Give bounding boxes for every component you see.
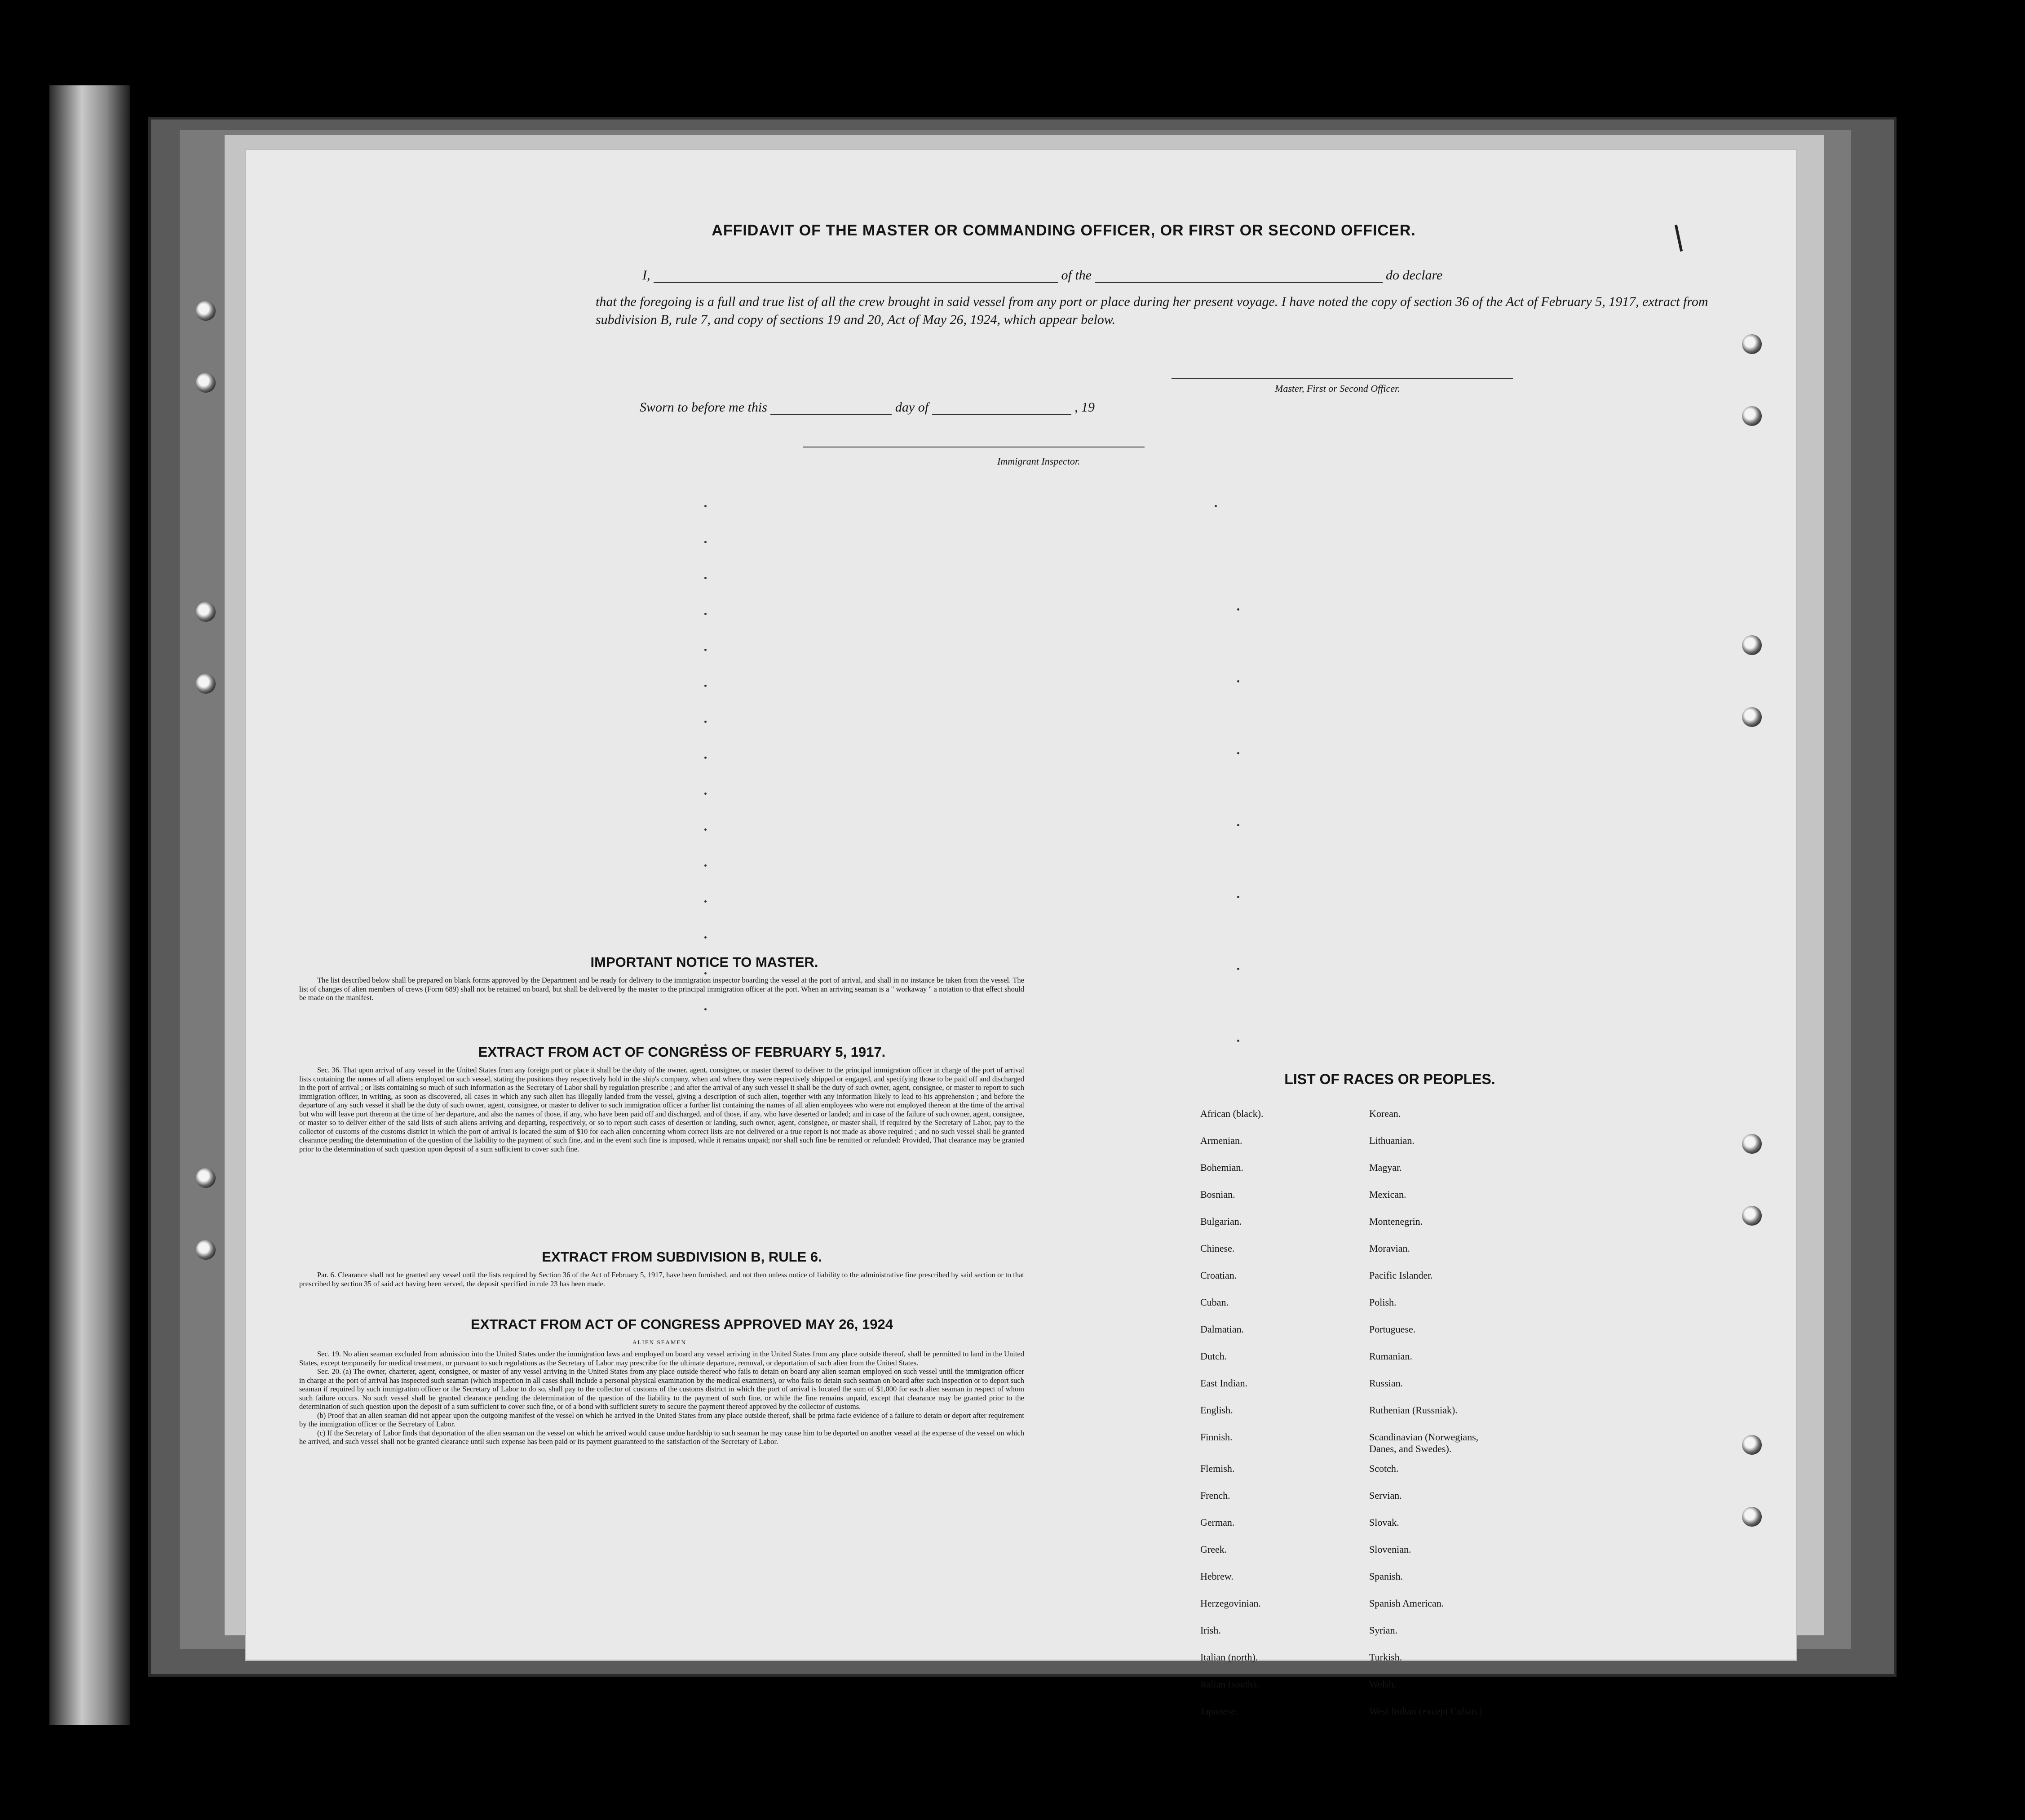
race-item: Herzegovinian. <box>1200 1598 1261 1609</box>
punch-hole <box>1742 1206 1762 1226</box>
punch-hole <box>196 674 216 694</box>
race-item: German. <box>1200 1517 1235 1528</box>
race-item: Rumanian. <box>1369 1351 1412 1362</box>
rule-6-paragraph: Par. 6. Clearance shall not be granted any vessel until the lists required by Section 36 of the Act of February 5, 1917, have been furnished, and not then unless notice of liability to the administrative fine prescribed by said section or to that prescribed by section 35 of said act having been served, the deposit specified in rule 23 has been made. <box>299 1271 1024 1288</box>
master-label: Master, First or Second Officer. <box>1275 383 1400 394</box>
act-1917-title: EXTRACT FROM ACT OF CONGRESS OF FEBRUARY 5, 1917. <box>478 1044 886 1060</box>
race-item: Bohemian. <box>1200 1162 1243 1173</box>
binder-edge <box>49 85 130 1725</box>
race-item: French. <box>1200 1490 1230 1501</box>
leader-dot <box>1237 608 1239 611</box>
punch-hole <box>196 1240 216 1260</box>
rule-6-text <box>299 1271 1024 1288</box>
race-item: Bulgarian. <box>1200 1216 1242 1227</box>
punch-hole <box>196 602 216 622</box>
race-item: Lithuanian. <box>1369 1135 1415 1146</box>
race-item: Japanese. <box>1200 1705 1238 1717</box>
race-item: Scandinavian (Norwegians, Danes, and Swedes). <box>1369 1431 1479 1454</box>
race-item: Pacific Islander. <box>1369 1270 1433 1281</box>
race-item: Servian. <box>1369 1490 1402 1501</box>
race-item: Polish. <box>1369 1297 1397 1308</box>
act-1924-title: EXTRACT FROM ACT OF CONGRESS APPROVED MAY 26, 1924 <box>471 1316 893 1332</box>
race-item: Mexican. <box>1369 1189 1406 1200</box>
day-of-text: day of <box>895 400 929 415</box>
race-item: Hebrew. <box>1200 1571 1234 1582</box>
race-item: Flemish. <box>1200 1463 1235 1474</box>
race-item: Welsh. <box>1369 1678 1396 1690</box>
race-item: Dalmatian. <box>1200 1324 1244 1335</box>
leader-dot <box>1237 824 1239 826</box>
leader-dot <box>704 793 707 795</box>
leader-dot <box>704 577 707 579</box>
race-item: Korean. <box>1369 1108 1401 1119</box>
race-item: Italian (north). <box>1200 1652 1258 1663</box>
leader-dot <box>704 828 707 831</box>
race-item: Chinese. <box>1200 1243 1235 1254</box>
leader-dot <box>704 613 707 615</box>
sworn-day-blank[interactable] <box>770 403 892 415</box>
sec-19-paragraph: Sec. 19. No alien seaman excluded from admission into the United States under the immigration laws and employed on board any vessel arriving in the United States from any place outside thereof, shall be permitted to land in the United States, except temporarily for medical treatment, or pursuant to such regulations as the Secretary of Labor may prescribe for the ultimate departure, removal, or deportation of such alien from the United States. <box>299 1350 1024 1367</box>
leader-dot <box>1237 968 1239 970</box>
leader-dot <box>704 757 707 759</box>
race-item: Scotch. <box>1369 1463 1399 1474</box>
leader-dot <box>1237 1040 1239 1042</box>
race-item: Bosnian. <box>1200 1189 1235 1200</box>
leader-dot <box>704 864 707 867</box>
punch-hole <box>1742 635 1762 655</box>
race-item: Moravian. <box>1369 1243 1410 1254</box>
race-item: Finnish. <box>1200 1431 1233 1443</box>
notice-paragraph: The list described below shall be prepared on blank forms approved by the Department and be ready for delivery to the immigration inspector boarding the vessel at the port of arrival, and shall in no instance be taken from the vessel. The list of changes of alien members of crews (Form 689) shall not be retained on board, but shall be delivered by the master to the principal immigration officer at the port. When an arriving seaman is a " workaway " a notation to that effect should be made on the manifest. <box>299 976 1024 1002</box>
race-item: Cuban. <box>1200 1297 1229 1308</box>
affidavit-of-the: of the <box>1061 268 1092 283</box>
sec-20c-paragraph: (c) If the Secretary of Labor finds that deportation of the alien seaman on the vessel on which he arrived would cause undue hardship to such seaman he may cause him to be deported on another vessel at the expense of the vessel on which he arrived, and such vessel shall not be granted clearance until such expense has been paid or its payment guaranteed to the satisfaction of the Secretary of Labor. <box>299 1428 1024 1446</box>
race-item: Italian (south). <box>1200 1678 1259 1690</box>
act-1917-paragraph: Sec. 36. That upon arrival of any vessel in the United States from any foreign port or place it shall be the duty of the owner, agent, consignee, or master thereof to deliver to the principal immigration officer in charge of the port of arrival lists containing the names of all aliens employed on such vessel, stating the positions they respectively hold in the ship's company, when and where they were respectively shipped or engaged, and specifying those to be paid off and discharged in the port of arrival ; or lists containing so much of such information as the Secretary of Labor shall by regulation prescribe ; and after the arrival of any such vessel it shall be the duty of such owner, agent, consignee, or master to report to such immigration officer, in writing, as soon as discovered, all cases in which any such alien has illegally landed from the vessel, giving a description of such alien, together with any information likely to lead to his apprehension ; and before the departure of any such vessel it shall be the duty of such owner, agent, consignee, or master to deliver to such immigration officer a further list containing the names of all alien employees who were not employed thereon at the time of the arrival but who will leave port thereon at the time of her departure, and also the names of those, if any, who have been paid off and discharged, and of those, if any, who have deserted or landed; and in case of the failure of such owner, agent, consignee, or master so to deliver either of the said lists of such aliens arriving and departing, respectively, or so to report such cases of desertion or landing, such owner, agent, consignee, or master shall, if required by the Secretary of Labor, pay to the collector of customs of the customs district in which the port of arrival is located the sum of $10 for each alien concerning whom correct lists are not delivered or a true report is not made as above required ; and no such vessel shall be granted clearance pending the determination of the question of the liability to the payment of such fine, and in the event such fine is imposed, while it remains unpaid; nor shall such fine be remitted or refunded: Provided, That clearance may be granted prior to the determination of such question upon deposit of a sum sufficient to cover such fine. <box>299 1066 1024 1153</box>
leader-dot <box>704 936 707 939</box>
leader-dot <box>704 972 707 974</box>
year-text: , 19 <box>1074 400 1095 415</box>
notice-text <box>299 976 1024 1002</box>
race-item: English. <box>1200 1404 1233 1416</box>
race-item: Slovak. <box>1369 1517 1399 1528</box>
sworn-month-blank[interactable] <box>932 403 1071 415</box>
document-page <box>246 150 1796 1717</box>
race-item: Dutch. <box>1200 1351 1227 1362</box>
sworn-text: Sworn to before me this <box>640 400 767 415</box>
race-item: Spanish. <box>1369 1571 1403 1582</box>
race-item: Croatian. <box>1200 1270 1237 1281</box>
affidavit-declaration-line <box>642 268 1720 283</box>
leader-dot <box>704 649 707 651</box>
punch-hole <box>1742 1507 1762 1527</box>
punch-hole <box>1742 1435 1762 1455</box>
races-title: LIST OF RACES OR PEOPLES. <box>1284 1071 1495 1087</box>
leader-dot <box>704 1008 707 1010</box>
inspector-label: Immigrant Inspector. <box>997 456 1080 467</box>
alien-seamen-subtitle: ALIEN SEAMEN <box>632 1339 686 1346</box>
affidavit-title: AFFIDAVIT OF THE MASTER OR COMMANDING OFFICER, OR FIRST OR SECOND OFFICER. <box>712 222 1416 239</box>
race-item: West Indian (except Cuban.) <box>1369 1705 1482 1717</box>
leader-dot <box>704 541 707 543</box>
punch-hole <box>1742 1134 1762 1154</box>
leader-dot <box>1215 505 1217 507</box>
leader-dot <box>704 721 707 723</box>
sec-20b-paragraph: (b) Proof that an alien seaman did not appear upon the outgoing manifest of the vessel on which he arrived in the United States from any place outside thereof, shall be prima facie evidence of a failure to detain or deport after requirement by the immigration officer or the Secretary of Labor. <box>299 1411 1024 1428</box>
vessel-blank[interactable] <box>1095 270 1383 283</box>
punch-hole <box>1742 707 1762 727</box>
affidavit-i: I, <box>642 268 650 283</box>
race-item: Portuguese. <box>1369 1324 1416 1335</box>
punch-hole <box>1742 406 1762 426</box>
leader-dot <box>704 685 707 687</box>
name-blank[interactable] <box>654 270 1058 283</box>
sec-20a-paragraph: Sec. 20. (a) The owner, charterer, agent, consignee, or master of any vessel arriving in the United States from any place outside thereof who fails to detain on board any alien seaman employed on such vessel until the immigration officer in charge at the port of arrival has inspected such seaman (which inspection in all cases shall include a personal physical examination by the medical examiners), or who fails to detain such seaman on board after such inspection or to deport such seaman if required by such immigration officer or the Secretary of Labor to do so, shall pay to the collector of customs of the customs district in which the port of arrival is located the sum of $1,000 for each alien seaman in respect of whom such failure occurs. No such vessel shall be granted clearance pending the determination of the question of the liability to the payment of such fine, or while the fine remains unpaid, except that clearance may be granted prior to the determination of such question upon the deposit of a sum sufficient to cover such fine, or of a bond with sufficient surety to secure the payment thereof approved by the collector of customs. <box>299 1367 1024 1411</box>
affidavit-do-declare: do declare <box>1386 268 1443 283</box>
race-item: Greek. <box>1200 1544 1227 1555</box>
race-item: African (black). <box>1200 1108 1264 1119</box>
act-1924-text <box>299 1350 1024 1446</box>
race-item: Montenegrin. <box>1369 1216 1423 1227</box>
notice-title: IMPORTANT NOTICE TO MASTER. <box>590 954 818 970</box>
leader-dot <box>704 900 707 903</box>
affidavit-body: that the foregoing is a full and true list of all the crew brought in said vessel from any port or place during her present voyage. I have noted the copy of section 36 of the Act of February 5, 1917, extract from subdivision B, rule 7, and copy of sections 19 and 20, Act of May 26, 1924, which appear below. <box>596 294 1708 327</box>
leader-dot <box>1237 752 1239 754</box>
punch-hole <box>196 373 216 393</box>
race-item: East Indian. <box>1200 1377 1248 1389</box>
punch-hole <box>196 301 216 321</box>
leader-dot <box>1237 896 1239 898</box>
race-item: Spanish American. <box>1369 1598 1444 1609</box>
punch-hole <box>196 1168 216 1188</box>
race-item: Turkish. <box>1369 1652 1402 1663</box>
master-signature-line[interactable] <box>1172 378 1513 379</box>
act-1917-text <box>299 1066 1024 1153</box>
race-item: Slovenian. <box>1369 1544 1411 1555</box>
rule-6-title: EXTRACT FROM SUBDIVISION B, RULE 6. <box>542 1249 822 1265</box>
race-item: Syrian. <box>1369 1625 1397 1636</box>
leader-dot <box>1237 680 1239 682</box>
race-item: Ruthenian (Russniak). <box>1369 1404 1458 1416</box>
race-item: Magyar. <box>1369 1162 1402 1173</box>
race-item: Irish. <box>1200 1625 1221 1636</box>
race-item: Armenian. <box>1200 1135 1242 1146</box>
leader-dot <box>704 505 707 507</box>
punch-hole <box>1742 334 1762 354</box>
sworn-line <box>640 400 1403 415</box>
pencil-mark <box>1675 225 1683 252</box>
race-item: Russian. <box>1369 1377 1403 1389</box>
